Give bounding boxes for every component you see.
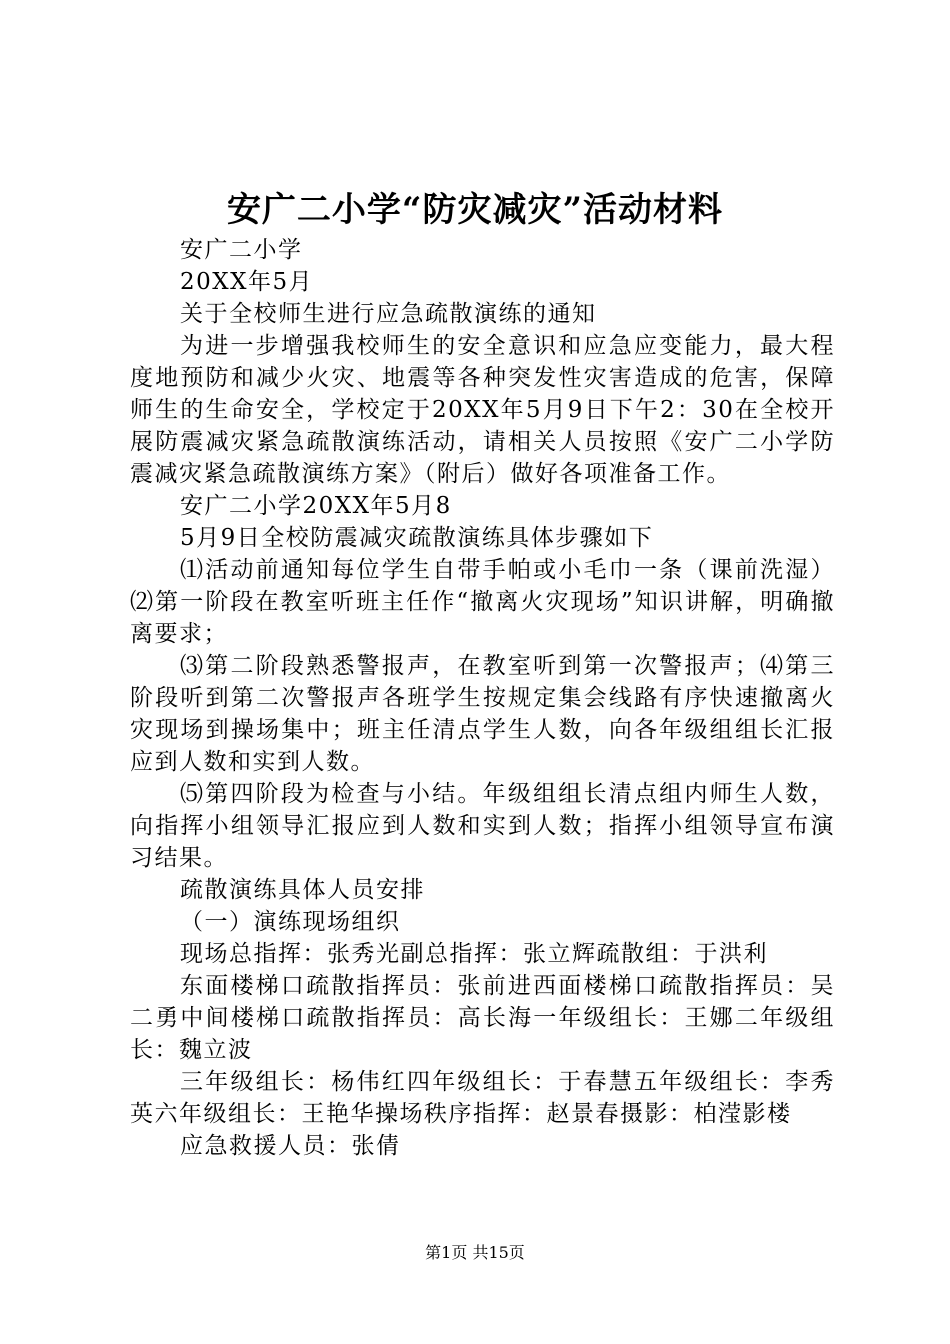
- paragraph-grade-leaders: 三年级组长：杨伟红四年级组长：于春慧五年级组长：李秀英六年级组长：王艳华操场秩序指挥：赵景春摄影：柏滢影楼: [130, 1069, 835, 1127]
- paragraph-steps-heading: 5月9日全校防震减灾疏散演练具体步骤如下: [180, 525, 654, 551]
- document-title: 安广二小学“防灾减灾”活动材料: [226, 190, 724, 230]
- paragraph-rescue: 应急救援人员：张倩: [180, 1133, 401, 1159]
- paragraph-commanders: 现场总指挥：张秀光副总指挥：张立辉疏散组：于洪利: [180, 941, 768, 967]
- paragraph-step-3-4: ⑶第二阶段熟悉警报声，在教室听到第一次警报声；⑷第三阶段听到第二次警报声各班学生按规定集会线路有序快速撤离火灾现场到操场集中；班主任清点学生人数，向各年级组组长汇报应到人数和实到人数。: [130, 653, 835, 775]
- paragraph-section-1: （一）演练现场组织: [180, 909, 401, 935]
- paragraph-signature: 安广二小学20XX年5月8: [180, 493, 452, 519]
- paragraph-date: 20XX年5月: [180, 269, 314, 295]
- paragraph-school-name: 安广二小学: [180, 237, 303, 263]
- paragraph-stair-commanders: 东面楼梯口疏散指挥员：张前进西面楼梯口疏散指挥员：吴二勇中间楼梯口疏散指挥员：高长海一年级组长：王娜二年级组长：魏立波: [130, 973, 835, 1063]
- paragraph-step-5: ⑸第四阶段为检查与小结。年级组组长清点组内师生人数，向指挥小组领导汇报应到人数和实到人数；指挥小组领导宣布演习结果。: [130, 781, 835, 871]
- paragraph-notice-body: 为进一步增强我校师生的安全意识和应急应变能力，最大程度地预防和减少火灾、地震等各种突发性灾害造成的危害，保障师生的生命安全，学校定于20XX年5月9日下午2：30在全校开展防震减灾紧急疏散演练活动，请相关人员按照《安广二小学防震减灾紧急疏散演练方案》（附后）做好各项准备工作。: [130, 333, 835, 487]
- paragraph-step-1-2: ⑴活动前通知每位学生自带手帕或小毛巾一条（课前洗湿）⑵第一阶段在教室听班主任作“撤离火灾现场”知识讲解，明确撤离要求；: [130, 557, 835, 647]
- document-body: [130, 234, 835, 1162]
- paragraph-staff-heading: 疏散演练具体人员安排: [180, 877, 425, 903]
- page-footer: 第1页 共15页: [425, 1243, 525, 1262]
- paragraph-notice-title: 关于全校师生进行应急疏散演练的通知: [180, 301, 597, 327]
